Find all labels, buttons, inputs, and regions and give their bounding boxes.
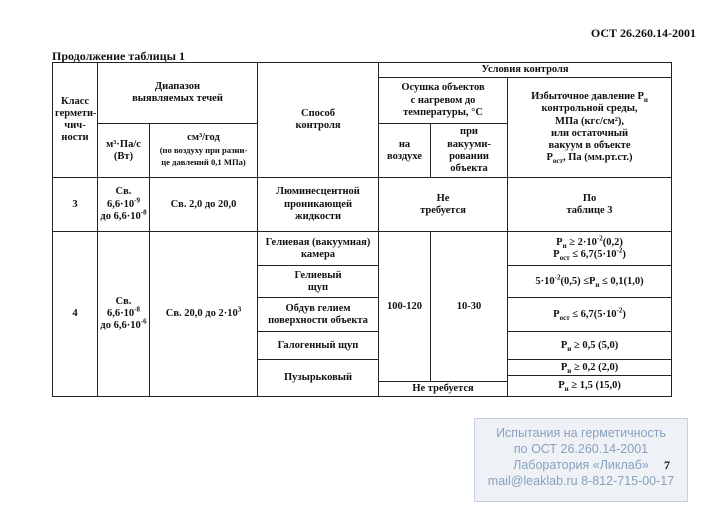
row4-drying-not-required: Не требуется [379, 382, 508, 397]
row4-method-helium-chamber: Гелиевая (вакуумная) камера [258, 232, 379, 266]
header-range: Диапазон выявляемых течей [98, 63, 258, 124]
stamp-line-2: по ОСТ 26.260.14-2001 [513, 442, 649, 456]
header-method: Способ контроля [258, 63, 379, 178]
table-row [53, 178, 672, 232]
row4-pressure-2: $5\cdot 10^{-2}(0,5) \le Р_и \le 0,1(1,0)$ [508, 266, 672, 298]
row4-method-helium-probe: Гелиевый щуп [258, 266, 379, 298]
row3-method: Люминесцентной проникающей жидкости [258, 178, 379, 232]
row4-method-halogen-probe: Галогенный щуп [258, 332, 379, 360]
row4-pressure-5: $Р_и \ge 0,2$ (2,0) [508, 360, 672, 376]
row4-pressure-1: $Р_и \ge 2\cdot 10^{-2}(0,2)$ $Р_{ост} \le 6,7(5\cdot 10^{-2})$ [508, 232, 672, 266]
control-methods-table [52, 62, 672, 397]
row4-drying-air: 100-120 [379, 232, 431, 382]
header-drying-air: на воздухе [379, 124, 431, 178]
page-number: 7 [664, 458, 670, 472]
stamp-line-3: Лаборатория «Ликлаб» [513, 458, 649, 472]
row4-pressure-3: $Р_{ост} \le 6,7(5\cdot 10^{-2})$ [508, 298, 672, 332]
stamp-line-1: Испытания на герметичность [496, 426, 666, 440]
header-range-m3: м³·Па/с (Вт) [98, 124, 150, 178]
standard-code: ОСТ 26.260.14-2001 [590, 26, 696, 40]
row4-pressure-6: $Р_и \ge 1,5$ (15,0) [508, 376, 672, 397]
row4-range-m3: Св. $6,6\cdot 10^{-8}$ до $6,6\cdot 10^{-6}$ [98, 232, 150, 397]
table-row [53, 232, 672, 266]
row4-class: 4 [53, 232, 98, 397]
row4-method-helium-blowing: Обдув гелием поверхности объекта [258, 298, 379, 332]
table-continuation-label: Продолжение таблицы 1 [52, 49, 186, 63]
header-range-cm3: см³/год (по воздуху при разни- це давлений 0,1 МПа) [150, 124, 258, 178]
row3-drying: Не требуется [379, 178, 508, 232]
stamp-line-4[interactable]: mail@leaklab.ru 8-812-715-00-17 [487, 474, 675, 488]
row3-range-cm3: Св. 2,0 до 20,0 [150, 178, 258, 232]
row4-pressure-4: $Р_и \ge 0,5$ (5,0) [508, 332, 672, 360]
header-drying-vacuum: при вакууми- ровании объекта [431, 124, 508, 178]
header-pressure: Избыточное давление $Р_и$ контрольной среды, МПа (кгс/см²), или остаточный вакуум в объекте $Р_{ост}$, Па (мм.рт.ст.) [508, 78, 672, 178]
header-drying: Осушка объектов с нагревом до температуры, °С [379, 78, 508, 124]
row3-range-m3: Св. $6,6\cdot 10^{-9}$ до $6,6\cdot 10^{-8}$ [98, 178, 150, 232]
row4-method-bubble: Пузырьковый [258, 360, 379, 397]
header-class: Класс гермети- чич- ности [53, 63, 98, 178]
row4-drying-vacuum: 10-30 [431, 232, 508, 382]
row3-pressure: По таблице 3 [508, 178, 672, 232]
header-conditions: Условия контроля [379, 63, 672, 78]
row3-class: 3 [53, 178, 98, 232]
laboratory-stamp [474, 418, 688, 502]
row4-range-cm3: Св. 20,0 до $2\cdot 10^3$ [150, 232, 258, 397]
